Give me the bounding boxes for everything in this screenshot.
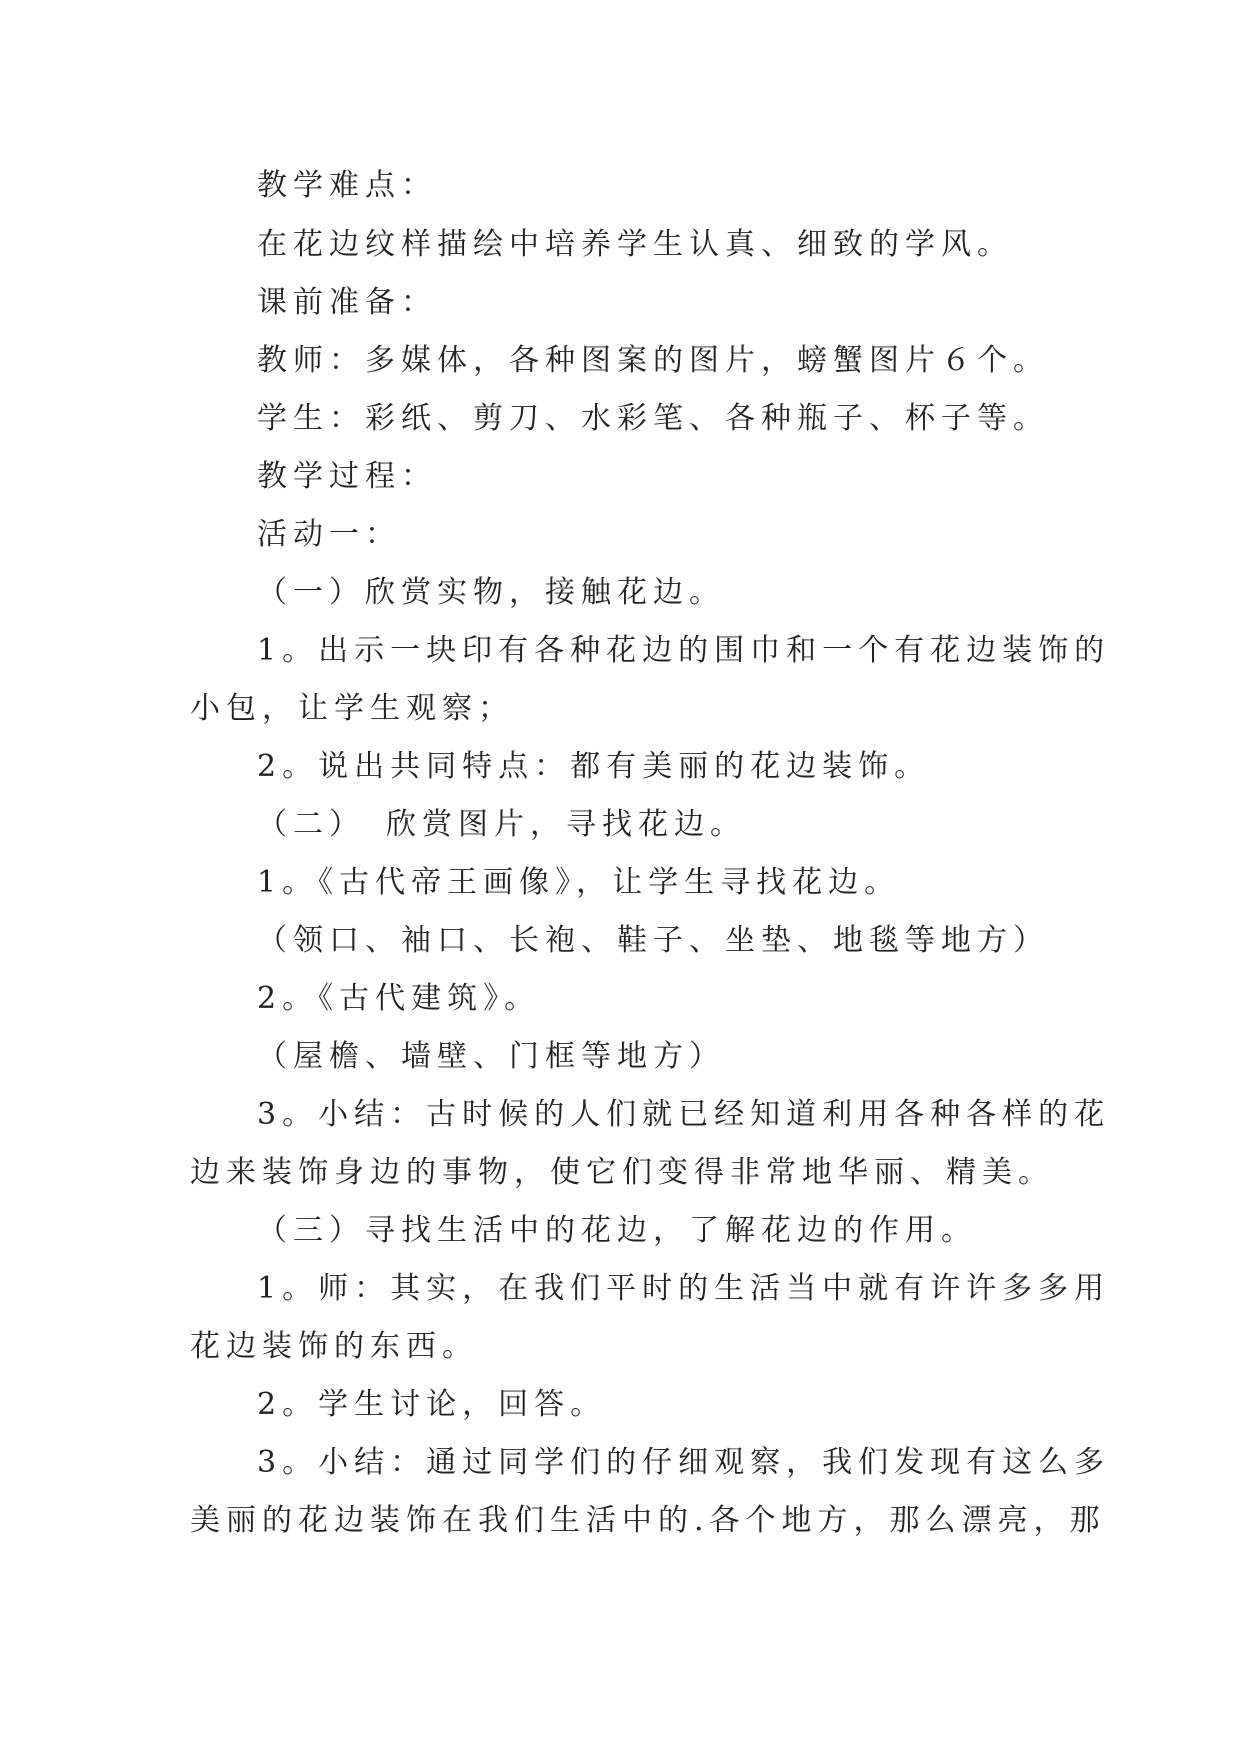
section-heading: （一）欣赏实物，接触花边。: [257, 575, 725, 610]
paragraph-line: 2。说出共同特点：都有美丽的花边装饰。: [257, 749, 931, 784]
paragraph-line: 花边装饰的东西。: [190, 1329, 478, 1364]
paragraph-line: 美丽的花边装饰在我们生活中的.各个地方，那么漂亮，那: [190, 1503, 1106, 1538]
paragraph-line: 边来装饰身边的事物，使它们变得非常地华丽、精美。: [190, 1155, 1054, 1190]
paragraph-line: 学生：彩纸、剪刀、水彩笔、各种瓶子、杯子等。: [257, 401, 1049, 436]
paragraph-line: 1。《古代帝王画像》，让学生寻找花边。: [257, 865, 901, 900]
paragraph-line: 3。小结：古时候的人们就已经知道利用各种各样的花: [257, 1097, 1111, 1132]
section-heading: （三）寻找生活中的花边，了解花边的作用。: [257, 1213, 977, 1248]
heading-teaching-process: 教学过程：: [257, 459, 437, 494]
paragraph-line: 在花边纹样描绘中培养学生认真、细致的学风。: [257, 227, 1013, 262]
paragraph-line: 小包，让学生观察；: [190, 691, 514, 726]
paragraph-line: 1。师：其实，在我们平时的生活当中就有许许多多用: [257, 1271, 1111, 1306]
paragraph-line: 3。小结：通过同学们的仔细观察，我们发现有这么多: [257, 1445, 1111, 1480]
paragraph-line: （屋檐、墙壁、门框等地方）: [257, 1039, 725, 1074]
paragraph-line: 2。《古代建筑》。: [257, 981, 541, 1016]
paragraph-line: （领口、袖口、长袍、鞋子、坐垫、地毯等地方）: [257, 923, 1049, 958]
heading-activity-one: 活动一：: [257, 517, 401, 552]
heading-preparation: 课前准备：: [257, 285, 437, 320]
paragraph-line: 教师：多媒体，各种图案的图片，螃蟹图片６个。: [257, 343, 1049, 378]
section-heading: （二） 欣赏图片，寻找花边。: [257, 807, 746, 842]
heading-teaching-difficulty: 教学难点：: [257, 168, 437, 203]
paragraph-line: 2。学生讨论，回答。: [257, 1387, 607, 1422]
paragraph-line: 1。出示一块印有各种花边的围巾和一个有花边装饰的: [257, 633, 1111, 668]
